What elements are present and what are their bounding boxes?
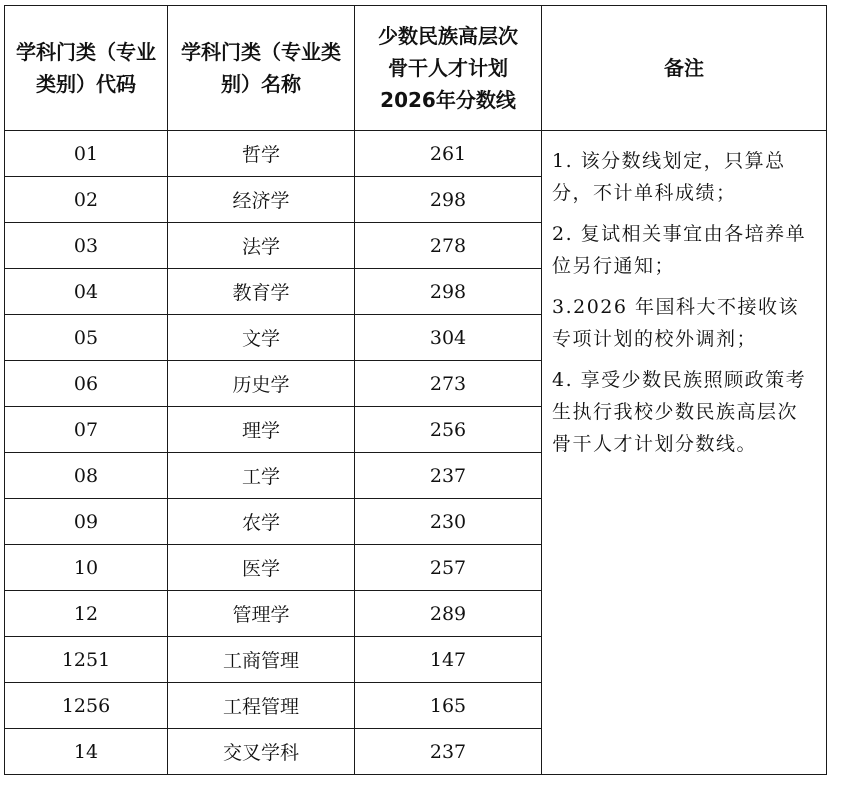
score-cell: 289 bbox=[355, 591, 542, 637]
note-item: 1. 该分数线划定，只算总分，不计单科成绩； bbox=[552, 150, 786, 204]
score-cell: 304 bbox=[355, 315, 542, 361]
name-cell: 理学 bbox=[168, 407, 355, 453]
code-cell: 1256 bbox=[5, 683, 168, 729]
score-cell: 230 bbox=[355, 499, 542, 545]
score-line-table bbox=[4, 5, 827, 775]
name-cell: 历史学 bbox=[168, 361, 355, 407]
header-score-text: 少数民族高层次骨干人才计划2026年分数线 bbox=[378, 24, 518, 112]
table-row bbox=[5, 131, 827, 177]
code-cell: 06 bbox=[5, 361, 168, 407]
name-cell: 管理学 bbox=[168, 591, 355, 637]
note-item: 3.2026 年国科大不接收该专项计划的校外调剂； bbox=[552, 296, 800, 350]
code-cell: 05 bbox=[5, 315, 168, 361]
code-cell: 14 bbox=[5, 729, 168, 775]
score-cell: 237 bbox=[355, 453, 542, 499]
name-cell: 交叉学科 bbox=[168, 729, 355, 775]
score-cell: 147 bbox=[355, 637, 542, 683]
score-cell: 273 bbox=[355, 361, 542, 407]
score-cell: 165 bbox=[355, 683, 542, 729]
notes-cell bbox=[542, 131, 827, 775]
header-name bbox=[168, 6, 355, 131]
score-cell: 298 bbox=[355, 269, 542, 315]
score-cell: 298 bbox=[355, 177, 542, 223]
name-cell: 工商管理 bbox=[168, 637, 355, 683]
table-header-row bbox=[5, 6, 827, 131]
code-cell: 08 bbox=[5, 453, 168, 499]
name-cell: 工学 bbox=[168, 453, 355, 499]
code-cell: 07 bbox=[5, 407, 168, 453]
name-cell: 工程管理 bbox=[168, 683, 355, 729]
name-cell: 哲学 bbox=[168, 131, 355, 177]
score-cell: 256 bbox=[355, 407, 542, 453]
name-cell: 医学 bbox=[168, 545, 355, 591]
header-name-text: 学科门类（专业类别）名称 bbox=[181, 40, 341, 96]
header-score bbox=[355, 6, 542, 131]
note-item: 2. 复试相关事宜由各培养单位另行通知； bbox=[552, 223, 807, 277]
name-cell: 农学 bbox=[168, 499, 355, 545]
code-cell: 09 bbox=[5, 499, 168, 545]
code-cell: 1251 bbox=[5, 637, 168, 683]
name-cell: 经济学 bbox=[168, 177, 355, 223]
code-cell: 10 bbox=[5, 545, 168, 591]
table-body bbox=[5, 131, 827, 775]
header-notes: 备注 bbox=[542, 6, 827, 131]
code-cell: 02 bbox=[5, 177, 168, 223]
code-cell: 01 bbox=[5, 131, 168, 177]
score-cell: 237 bbox=[355, 729, 542, 775]
code-cell: 12 bbox=[5, 591, 168, 637]
name-cell: 教育学 bbox=[168, 269, 355, 315]
score-cell: 257 bbox=[355, 545, 542, 591]
note-item: 4. 享受少数民族照顾政策考生执行我校少数民族高层次骨干人才计划分数线。 bbox=[552, 369, 807, 455]
code-cell: 04 bbox=[5, 269, 168, 315]
header-code-text: 学科门类（专业类别）代码 bbox=[16, 40, 156, 96]
score-cell: 261 bbox=[355, 131, 542, 177]
name-cell: 文学 bbox=[168, 315, 355, 361]
score-cell: 278 bbox=[355, 223, 542, 269]
name-cell: 法学 bbox=[168, 223, 355, 269]
code-cell: 03 bbox=[5, 223, 168, 269]
header-code bbox=[5, 6, 168, 131]
